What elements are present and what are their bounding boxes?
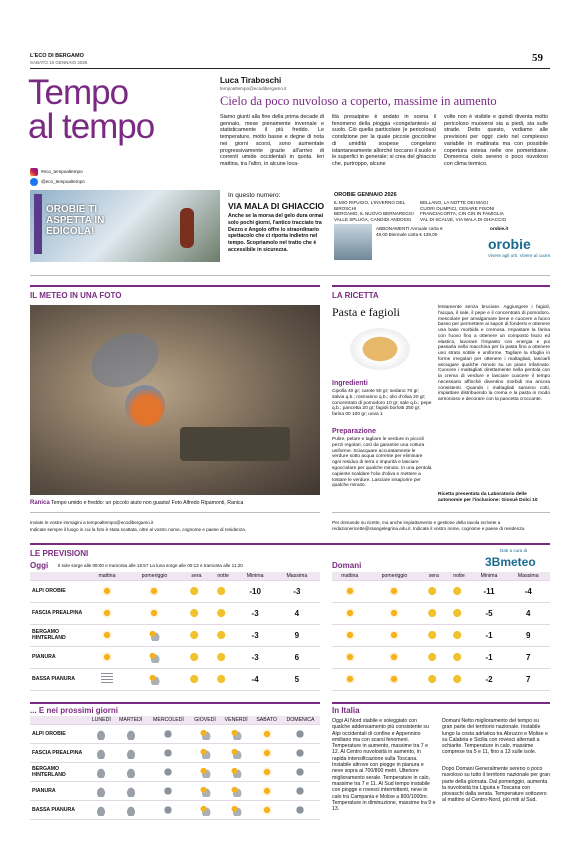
moon-icon: [190, 585, 202, 597]
italy-tomorrow: Domani Netto miglioramento del tempo su gran parte del territorio nazionale. Instabile lungo la costa adriatica tra Abruzzo e Molise e su Calabria e Sicilia con rovesci alternati a schiarite. Temperature in calo, massime comprese tra 5 e 11, fino a 13 sulle isole.: [442, 718, 548, 756]
promo-image: [30, 190, 220, 262]
cloud-icon: [95, 804, 107, 816]
sun-icon: [388, 651, 400, 663]
moon-icon: [190, 651, 202, 663]
suncloud-icon: [230, 728, 242, 740]
subscriptions: ABBONAMENTI Annuale carta € 49,00 Biennale carta € 139,00: [376, 226, 443, 237]
moon-icon: [453, 629, 465, 641]
brand-url[interactable]: orobie.it: [490, 226, 509, 231]
sun-moon-info: Il sole sorge alle 08:00 e tramonta alle 16:57 La luna sorge alle 00:13 e tramonta alle 11:20: [58, 563, 243, 568]
article-col-2: lità presalpine è andato in scena il fenomeno della pioggia «congelantesi» al suolo. Ciò quella particolare (e pericolosa) condizione per la quale piccole goccioline di umidità sospese congelano istantaneamente allorché toccano il suolo e le superfici in generale; si crea del ghiaccio che, purtroppo, alcune: [332, 114, 436, 167]
page-number: 59: [532, 52, 543, 64]
suncloud-icon: [230, 785, 242, 797]
magazine-lines-2: BELLANO, LA NOTTE DEI MAGI CUORI OLIMPICI, CESARE FISONI FRANCIACORTA, CIN CIN IN FAMIGLIA VAL DI SCALVE, VIA MALA DI GHIACCIO: [420, 200, 507, 222]
suncloud-icon: [148, 629, 160, 641]
sun-icon: [344, 673, 356, 685]
suncloud-icon: [230, 804, 242, 816]
suncloud-icon: [230, 766, 242, 778]
rain-icon: [294, 804, 306, 816]
fog-icon: [101, 673, 113, 685]
rain-icon: [162, 747, 174, 759]
author-email[interactable]: tempoaltempo@ecodibergamo.it: [220, 86, 287, 91]
suncloud-icon: [199, 804, 211, 816]
forecast-row: -5 4: [332, 602, 550, 624]
cloud-icon: [95, 728, 107, 740]
moon-icon: [190, 607, 202, 619]
moon-icon: [453, 585, 465, 597]
suncloud-icon: [199, 785, 211, 797]
forecast-row: -1 7: [332, 646, 550, 668]
rain-icon: [162, 785, 174, 797]
week-row: PIANURA: [30, 781, 320, 800]
forecast-row: BERGAMO HINTERLAND -3 9: [30, 624, 320, 646]
suncloud-icon: [230, 747, 242, 759]
suncloud-icon: [148, 651, 160, 663]
issue-label: In questo numero:: [228, 192, 281, 199]
social-handle-1[interactable]: #eco_tempoaltempo: [41, 169, 83, 174]
bird-photo: [30, 305, 320, 495]
sun-icon: [261, 804, 273, 816]
sun-icon: [261, 766, 273, 778]
week-row: FASCIA PREALPINA: [30, 743, 320, 762]
suncloud-icon: [199, 728, 211, 740]
forecast-row: PIANURA -3 6: [30, 646, 320, 668]
rain-icon: [294, 728, 306, 740]
moon-icon: [428, 585, 440, 597]
italy-today: Oggi Al Nord stabile e soleggiato con qualche addensamento più consistente su Alpi occidentali di confine e Appennino emiliano ma con scarsi fenomeni. Temperature in aumento, massime tra 7 e 12. Al Centro nuvolosità in aumento, in rapida intensificazione sulla Toscana. Instabile altrove con piogge in pianura e neve sopra ai 700/800 metri. Ulteriore miglioramento serale. Temperature in calo, massime tra 7 e 11. Al Sud tempo instabile con piogge e rovesci intermittenti, neve in calo tra Campania e Molise a 800/1000m. Temperature in diminuzione, massime tra 9 e 13.: [332, 718, 436, 813]
sun-icon: [261, 728, 273, 740]
cloud-icon: [95, 766, 107, 778]
rain-icon: [294, 766, 306, 778]
issue-title: VIA MALA DI GHIACCIO: [228, 201, 325, 211]
ingredients: Cipolla 40 gr; carote 50 gr; sedano 70 gr; salvia q.b.; rosmarino q.b.; olio d'oliva 20 gr; concentrato di pomodoro 10 gr; sale q.b.; pepe q.b.; pancetta 20 gr; fagioli borlotti 250 gr; farina 00 100 gr; uova 1: [332, 389, 432, 418]
moon-icon: [428, 651, 440, 663]
week-forecast-table: LUNEDÌ MARTEDÌ MERCOLEDÌ GIOVEDÌ VENERDÌ SABATO DOMENICA ALPI OROBIE FASCIA PREALPINA BERGAMO HINTERLAND PIANURA BASSA PIANURA: [30, 716, 320, 820]
recipe-invite: Per domande su ricette, ma anche impiattamento e gestione della tavola scrivete a redazionericette@ssangelegrina.edu.it. Indicate il vostro nome, cognome e paese di residenza.: [332, 520, 526, 531]
moon-icon: [453, 651, 465, 663]
sun-icon: [344, 607, 356, 619]
recipe-title: Pasta e fagioli: [332, 305, 400, 319]
rain-icon: [162, 804, 174, 816]
moon-icon: [428, 673, 440, 685]
sun-icon: [388, 629, 400, 641]
preparation: Pulire, pelare e tagliare le verdure in piccoli pezzi regolari, così da garantire una cottura uniforme. Sciacquare accuratamente le verdure sotto acqua corrente per eliminare ogni residuo di terra o impurità e lasciare sgocciolare per qualche minuto. In una pentola capiente scaldare l'olio d'oliva e mettere a tostare le verdure. Lasciare insaporire per qualche minuto.: [332, 437, 432, 489]
recipe-section-title: LA RICETTA: [332, 291, 379, 300]
magazine-title: OROBIE GENNAIO 2026: [334, 192, 397, 198]
facebook-icon: [30, 178, 38, 186]
article-col-3: volte non è visibile e quindi diventa molto pericoloso muoversi sia a piedi, sia sulle strade. Detto questo, vediamo alle previsioni per oggi: cielo nel complesso variabile in mattinata ma con possibile copertura estesa nelle ore pomeridiane. Domenica cielo sereno o poco nuvoloso con clima termico.: [444, 114, 548, 167]
sun-icon: [101, 629, 113, 641]
moon-icon: [217, 651, 229, 663]
3bmeteo-logo: 3Bmeteo: [485, 555, 536, 569]
sun-icon: [344, 651, 356, 663]
cloud-icon: [125, 785, 137, 797]
forecast-row: -11 -4: [332, 580, 550, 602]
rain-icon: [162, 766, 174, 778]
moon-icon: [428, 629, 440, 641]
today-forecast-table: mattina pomeriggio sera notte Minima Massima ALPI OROBIE -10 -3 FASCIA PREALPINA -3 4 BERGAMO HINTERLAND -3 9 PIANURA -3 6 BASSA PIANURA -4 5: [30, 572, 320, 691]
sun-icon: [148, 585, 160, 597]
sun-icon: [388, 585, 400, 597]
sun-icon: [148, 607, 160, 619]
data-credit: Dati a cura di: [500, 548, 528, 553]
forecast-row: FASCIA PREALPINA -3 4: [30, 602, 320, 624]
newspaper-name: L'ECO DI BERGAMO: [30, 53, 84, 59]
italy-section-title: In Italia: [332, 706, 360, 715]
forecast-section-title: LE PREVISIONI: [30, 549, 89, 558]
ingredients-heading: Ingredienti: [332, 380, 368, 387]
moon-icon: [190, 629, 202, 641]
preparation-heading: Preparazione: [332, 428, 376, 435]
cloud-icon: [125, 766, 137, 778]
moon-icon: [453, 607, 465, 619]
forecast-row: -2 7: [332, 668, 550, 690]
suncloud-icon: [199, 766, 211, 778]
cloud-icon: [125, 747, 137, 759]
photo-section-title: IL METEO IN UNA FOTO: [30, 291, 122, 300]
photo-caption: Ranica Tempo umido e freddo: un piccolo aiuto non guasta! Foto Alfredo Ripamonti, Ranica: [30, 500, 244, 506]
cloud-icon: [125, 728, 137, 740]
forecast-row: BASSA PIANURA -4 5: [30, 668, 320, 690]
moon-icon: [217, 629, 229, 641]
sun-icon: [388, 607, 400, 619]
forecast-row: ALPI OROBIE -10 -3: [30, 580, 320, 602]
dish-photo: [350, 328, 410, 370]
sun-icon: [101, 607, 113, 619]
preparation-continued: lentamente senza bruciare. Aggiungere i fagioli, l'acqua, il sale, il pepe e il concentrato di pomodoro, mescolare per amalgamare bene e cuocere a fuoco basso per permettere ai sapori di fondersi e ottenere una base morbida e cremosa. Impastare la farina con l'uovo fino a ottenere un composto liscio ed elastico, lavorare l'impasto con energia e poi passarla nella macchina per la pasta fino a ottenere uno strato sottile e uniforme. Tagliare la sfoglia in forme irregolari per ottenere i maltagliati, lasciarli asciugare qualche minuto su un piano infarinato. Cuocere i maltagliati direttamente nella pentola con la crema di verdure e lasciare cuocere il tempo necessario affinché diventino morbidi ma ancora consistenti. Quando i maltagliati saranno cotti, impiattare distribuendo la crema e la pasta in modo armonioso e decorare con la pancetta croccante.: [438, 305, 550, 402]
moon-icon: [217, 673, 229, 685]
article-col-1: Siamo giunti alla fine della prima decade di gennaio, mese pienamente invernale e statisticamente il più freddo. Le temperature, molto basse e degne di nota nei giorni scorsi, sono aumentate progressivamente grazie all'arrivo di correnti umide occidentali in quota. Ieri mattina, tra l'altro, in alcune loca-: [220, 114, 324, 167]
sun-icon: [388, 673, 400, 685]
rain-icon: [294, 747, 306, 759]
tomorrow-label: Domani: [332, 561, 362, 570]
suncloud-icon: [199, 747, 211, 759]
sun-icon: [261, 785, 273, 797]
social-handle-2[interactable]: @eco_tempoaltempo: [41, 179, 85, 184]
suncloud-icon: [148, 673, 160, 685]
brand-tagline: Vivere agli orti. Vivere al cuore.: [488, 253, 552, 258]
week-row: ALPI OROBIE: [30, 724, 320, 743]
italy-after: Dopo Domani Generalmente sereno o poco nuvoloso su tutto il territorio nazionale per gran parte della giornata. Dal pomeriggio, aumenta la nuvolosità tra Liguria e Toscana con piovaschi dalla serata. Temperature sottozero al mattino al Centro-Nord, più miti al Sud.: [442, 766, 550, 804]
promo-banner: OROBIE TI ASPETTA IN EDICOLA!: [46, 204, 105, 237]
author-name: Luca Tiraboschi: [220, 76, 282, 85]
magazine-lines: IL MIO RIFUGIO, L'INVERNO DEL BIROSCHI BERGAMO, IL NUOVO BERNAREGGI VALLE SPLUGA, CANDIDI ANDOSSI: [334, 200, 414, 222]
moon-icon: [217, 585, 229, 597]
week-section-title: ... E nei prossimi giorni: [30, 706, 119, 715]
rain-icon: [162, 728, 174, 740]
photo-invite: Inviate le vostre immagini a tempoaltempo@ecodibergamo.it: [30, 520, 154, 525]
article-headline: Cielo da poco nuvoloso a coperto, massime in aumento: [220, 94, 497, 108]
sun-icon: [344, 585, 356, 597]
sun-icon: [344, 629, 356, 641]
moon-icon: [190, 673, 202, 685]
rain-icon: [294, 785, 306, 797]
week-row: BERGAMO HINTERLAND: [30, 762, 320, 781]
orobie-logo: orobie: [488, 236, 531, 252]
tomorrow-forecast-table: mattina pomeriggio sera notte Minima Massima -11 -4 -5 4 -1 9 -1 7 -2 7: [332, 572, 550, 691]
issue-date: SABATO 10 GENNAIO 2026: [30, 60, 88, 65]
today-label: Oggi: [30, 561, 49, 570]
cloud-icon: [95, 785, 107, 797]
week-row: BASSA PIANURA: [30, 800, 320, 819]
photo-invite-2: Indicate sempre il luogo in cui la foto è stata scattata, oltre al vostro nome, cognome e paese di residenza.: [30, 527, 247, 532]
cloud-icon: [125, 804, 137, 816]
sun-icon: [101, 585, 113, 597]
section-title: Tempo al tempo: [28, 73, 155, 146]
cloud-icon: [95, 747, 107, 759]
issue-text: Anche se la morsa del gelo dura ormai solo pochi giorni, l'antico tracciato tra Dezzo e Angolo offre lo straordinario spettacolo che ci riporta indietro nel tempo. Scopriamolo nel tratto che è accessibile in sicurezza.: [228, 213, 324, 253]
moon-icon: [428, 607, 440, 619]
sun-icon: [101, 651, 113, 663]
recipe-credit: Ricetta presentata da Laboratorio delle autonomie per l'inclusione: Giosuè Dolci 10: [438, 492, 538, 503]
forecast-row: -1 9: [332, 624, 550, 646]
sun-icon: [261, 747, 273, 759]
moon-icon: [217, 607, 229, 619]
moon-icon: [453, 673, 465, 685]
instagram-icon: [30, 168, 38, 176]
magazine-cover: [334, 224, 372, 260]
